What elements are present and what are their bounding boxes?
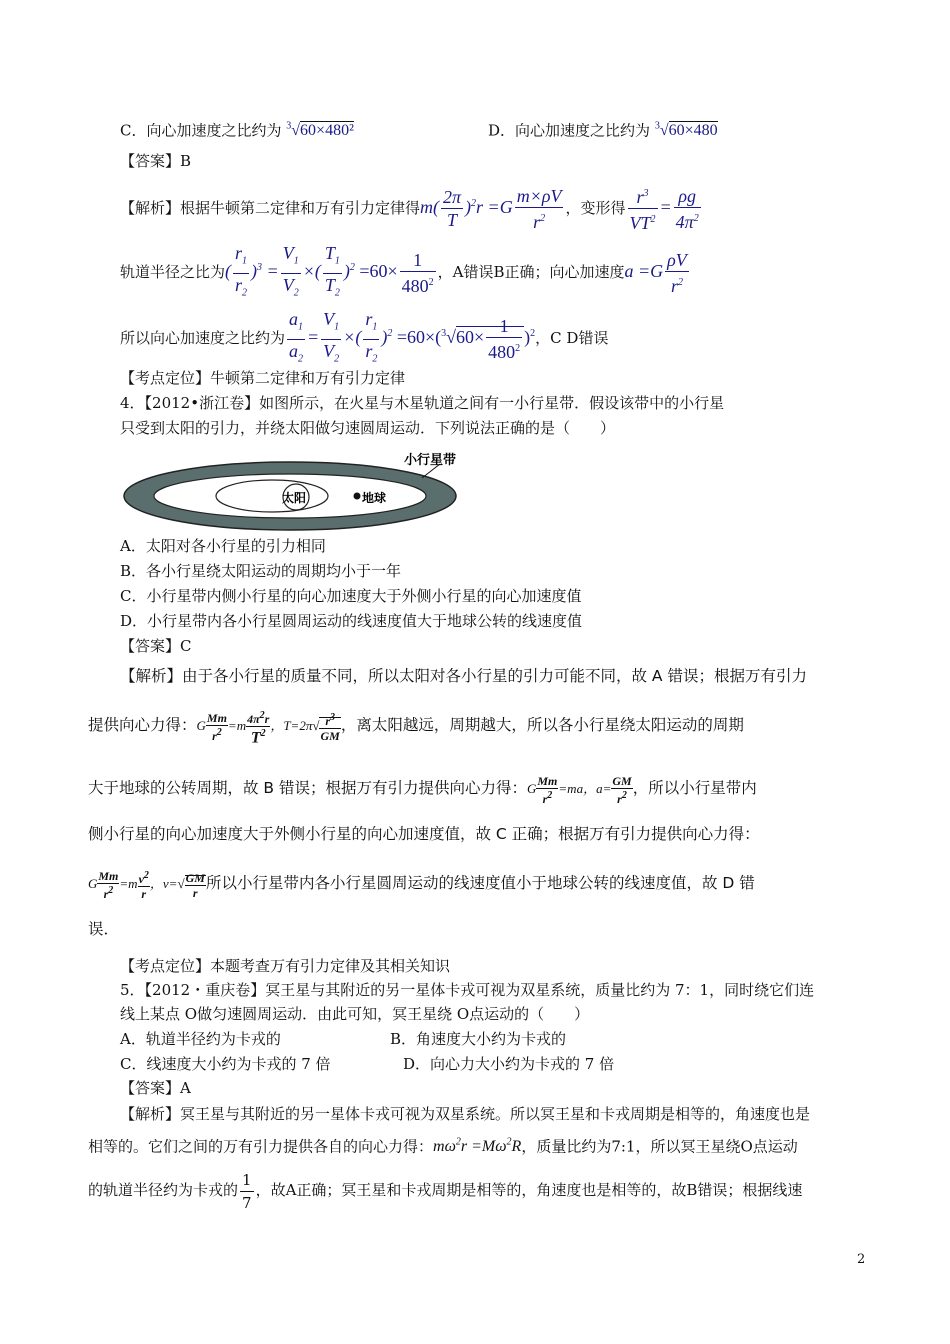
q5-option-a: A．轨道半径约为卡戎的 bbox=[120, 1030, 281, 1048]
q3-analysis-line1 bbox=[120, 180, 703, 234]
q3-analysis-text2b: ，A错误B正确；向心加速度 bbox=[437, 263, 625, 282]
q4-analysis-line3 bbox=[88, 765, 757, 811]
q5-stem-line2: 线上某点 O做匀速圆周运动．由此可知，冥王星绕 O点运动的（ ） bbox=[120, 1005, 590, 1023]
q4-analysis-text3b: ，所以小行星带内 bbox=[632, 779, 757, 797]
q3-point: 【考点定位】牛顿第二定律和万有引力定律 bbox=[120, 369, 406, 387]
q4-stem-line2: 只受到太阳的引力，并绕太阳做匀速圆周运动．下列说法正确的是（ ） bbox=[120, 419, 616, 437]
q3-analysis-text3b: ，C D错误 bbox=[535, 329, 609, 348]
q5-analysis-line1: 【解析】冥王星与其附近的另一星体卡戎可视为双星系统。所以冥王星和卡戎周期是相等的，角速度也是 bbox=[120, 1105, 811, 1123]
belt-label: 小行星带 bbox=[404, 453, 457, 468]
q4-option-d: D．小行星带内各小行星圆周运动的线速度值大于地球公转的线速度值 bbox=[120, 612, 583, 630]
q4-stem-line1: 4．【2012•浙江卷】如图所示，在火星与木星轨道之间有一小行星带．假设该带中的小行星 bbox=[120, 394, 725, 412]
q3-analysis-text1: 【解析】根据牛顿第二定律和万有引力定律得 bbox=[120, 199, 421, 217]
q3-analysis-line2 bbox=[120, 242, 691, 299]
q4-analysis-line6: 误． bbox=[88, 920, 120, 938]
earth-dot bbox=[354, 493, 361, 500]
asteroid-belt-figure bbox=[122, 452, 467, 534]
cube-root-sign: $^3$√60×480 bbox=[654, 121, 718, 140]
inner-orbit-ellipse bbox=[216, 480, 328, 512]
q4-analysis-line5 bbox=[88, 860, 755, 906]
q4-analysis-text2b: ，离太阳越远，周期越大，所以各小行星绕太阳运动的周期 bbox=[340, 716, 744, 734]
q3-answer: 【答案】B bbox=[120, 152, 192, 170]
q3-option-d bbox=[488, 116, 718, 142]
q5-analysis-text3b: ，故A正确；冥王星和卡戎周期是相等的，角速度也是相等的，故B错误；根据线速 bbox=[255, 1181, 803, 1199]
q4-option-c: C．小行星带内侧小行星的向心加速度大于外侧小行星的向心加速度值 bbox=[120, 587, 582, 605]
q4-answer: 【答案】C bbox=[120, 637, 192, 655]
page-number: 2 bbox=[857, 1252, 866, 1267]
q4-option-a: A．太阳对各小行星的引力相同 bbox=[120, 537, 326, 555]
q3-analysis-line3 bbox=[120, 308, 609, 365]
formula-binary: $m\omega^2r =M\omega^2R$ bbox=[433, 1137, 522, 1156]
q4-analysis-text3a: 大于地球的公转周期，故 B 错误；根据万有引力提供向心力得： bbox=[88, 779, 527, 797]
q5-analysis-text3a: 的轨道半径约为卡戎的 bbox=[88, 1181, 239, 1199]
q5-option-c: C．线速度大小约为卡戎的 7 倍 bbox=[120, 1055, 331, 1073]
q3-analysis-text1b: ，变形得 bbox=[565, 199, 626, 217]
q4-analysis-line2 bbox=[88, 700, 744, 750]
q5-option-d: D．向心力大小约为卡戎的 7 倍 bbox=[403, 1055, 615, 1073]
q3-analysis-text3: 所以向心加速度之比约为 bbox=[120, 329, 286, 348]
q3-option-d-expr: 60×480 bbox=[668, 122, 718, 140]
q3-analysis-text2: 轨道半径之比为 bbox=[120, 263, 226, 282]
formula-period: G $\frac{Mm}{r^2}$ =m $4\pi^2r$ $T^2$ ，T=2π√ $\frac{r^3}{GM}$ bbox=[196, 709, 340, 747]
earth-label: 地球 bbox=[362, 491, 387, 505]
q3-option-c-expr: 60×480² bbox=[300, 122, 354, 140]
formula-accel: G $\frac{Mm}{r^2}$ =ma，a= $\frac{GM}{r^2}$ bbox=[527, 774, 632, 807]
q5-stem-line1: 5．【2012・重庆卷】冥王星与其附近的另一星体卡戎可视为双星系统，质量比约为 7：1，同时绕它们连 bbox=[120, 981, 815, 999]
q4-analysis-line1: 【解析】由于各小行星的质量不同，所以太阳对各小行星的引力可能不同，故 A 错误；根据万有引力 bbox=[120, 667, 807, 685]
q5-analysis-line3 bbox=[88, 1168, 802, 1212]
cube-root-sign: $^3$√60×480² bbox=[286, 121, 354, 140]
q4-analysis-line4: 侧小行星的向心加速度大于外侧小行星的向心加速度值，故 C 正确；根据万有引力提供向心力得： bbox=[88, 825, 760, 843]
q5-answer: 【答案】A bbox=[120, 1079, 191, 1097]
q5-analysis-line2 bbox=[88, 1132, 798, 1158]
q4-analysis-text5: 所以小行星带内各小行星圆周运动的线速度值小于地球公转的线速度值，故 D 错 bbox=[205, 874, 755, 892]
q3-option-d-text: D．向心加速度之比约为 bbox=[488, 121, 651, 140]
formula-accel-ratio: $\frac{a_1}{a_2}$ = $\frac{V_1}{V_2}$ ×( $\frac{r_1}{r_2}$ )$^2$ =60×($^3$√60× $\frac{1}{480^2}$ )$^2$ bbox=[289, 309, 536, 365]
formula-newton: m( $\frac{2\pi}{T}$ )$^2$r =G $\frac{m\times\rho V}{r^2}$ bbox=[420, 185, 562, 232]
formula-transform: $\frac{r^3}{VT^2}$ = $\frac{\rho g}{4\pi^2}$ bbox=[626, 197, 703, 217]
fraction-one-seventh: $\frac{1}{7}$ bbox=[242, 1170, 252, 1212]
q5-option-b: B．角速度大小约为卡戎的 bbox=[390, 1030, 567, 1048]
sun-label: 太阳 bbox=[282, 491, 307, 505]
q4-point: 【考点定位】本题考查万有引力定律及其相关知识 bbox=[120, 957, 451, 975]
q4-option-b: B．各小行星绕太阳运动的周期均小于一年 bbox=[120, 562, 402, 580]
formula-radius-ratio: ( $\frac{r_1}{r_2}$ )$^3$ = $\frac{V_1}{V_2}$ ×( $\frac{T_1}{T_2}$ )$^2$ =60× $\frac{1}{480^2}$ bbox=[225, 243, 434, 299]
formula-velocity: G $\frac{Mm}{r^2}$ =m $\frac{v^2}{r}$ ，v=√ $\frac{GM}{r}$ bbox=[88, 869, 205, 902]
formula-accel: a =G $\frac{\rho V}{r^2}$ bbox=[624, 250, 687, 297]
q3-option-c bbox=[120, 116, 354, 142]
q4-analysis-text2a: 提供向心力得： bbox=[88, 716, 197, 734]
q5-analysis-text2a: 相等的。它们之间的万有引力提供各自的向心力得： bbox=[88, 1137, 434, 1156]
q3-option-c-text: C．向心加速度之比约为 bbox=[120, 121, 282, 140]
q5-analysis-text2b: ，质量比约为7:1，所以冥王星绕O点运动 bbox=[521, 1137, 798, 1156]
